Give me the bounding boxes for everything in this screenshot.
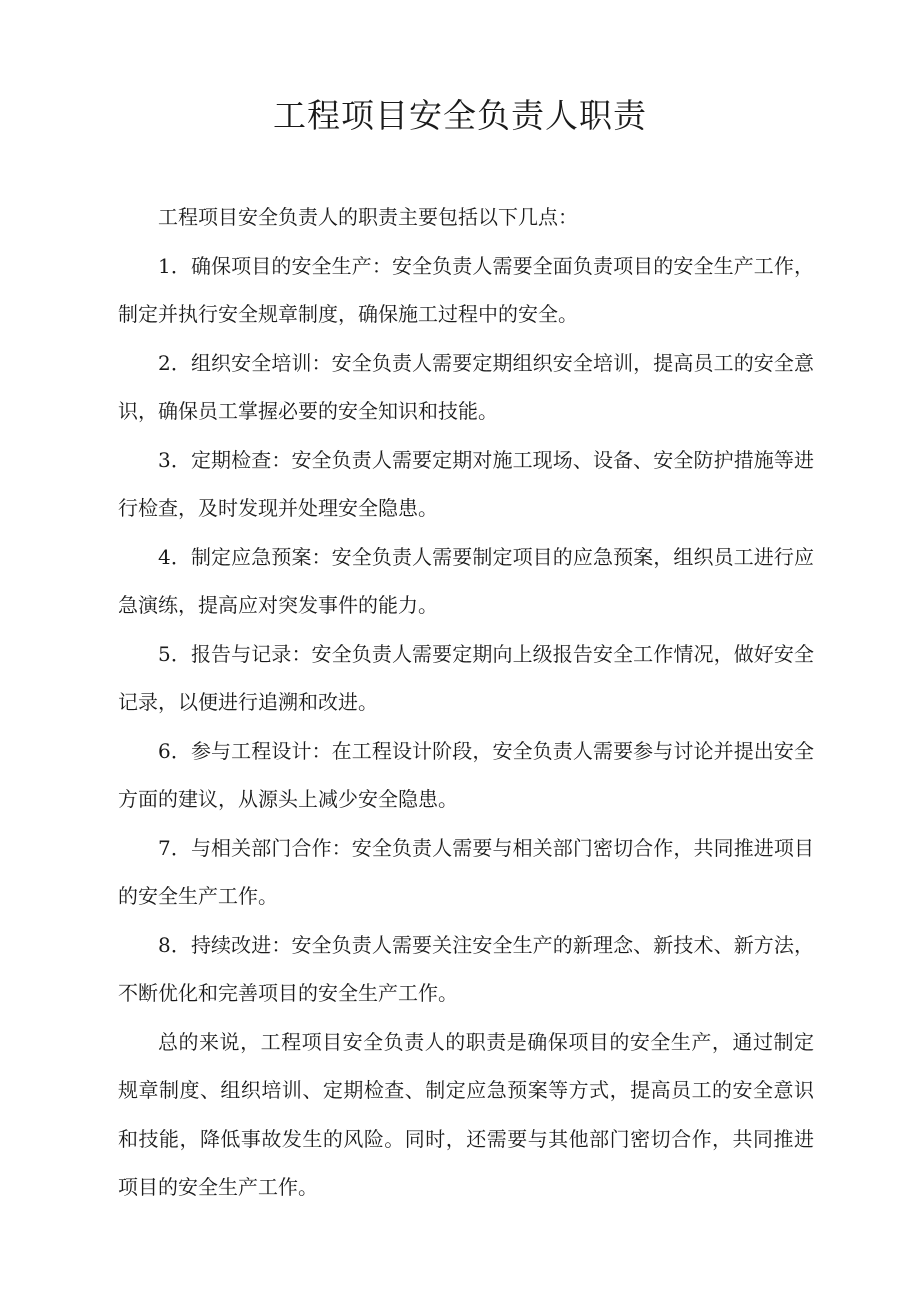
duty-item-1 <box>118 242 814 339</box>
duty-item-3 <box>118 436 814 533</box>
duty-number: 4 <box>158 544 171 569</box>
duty-item-5 <box>118 630 814 727</box>
duty-item-7 <box>118 824 814 921</box>
duty-item-4 <box>118 533 814 630</box>
duty-text: ．与相关部门合作：安全负责人需要与相关部门密切合作，共同推进项目的安全生产工作。 <box>118 835 814 908</box>
duty-number: 7 <box>158 835 171 860</box>
duty-item-6 <box>118 727 814 824</box>
duty-number: 8 <box>158 932 171 957</box>
conclusion-paragraph: 总的来说，工程项目安全负责人的职责是确保项目的安全生产，通过制定规章制度、组织培训、定期检查、制定应急预案等方式，提高员工的安全意识和技能，降低事故发生的风险。同时，还需要与其他部门密切合作，共同推进项目的安全生产工作。 <box>118 1029 814 1199</box>
document-title: 工程项目安全负责人职责 <box>273 96 647 135</box>
document-body <box>118 193 814 1212</box>
intro-paragraph: 工程项目安全负责人的职责主要包括以下几点： <box>158 205 578 229</box>
duty-text: ．参与工程设计：在工程设计阶段，安全负责人需要参与讨论并提出安全方面的建议，从源头上减少安全隐患。 <box>118 738 814 811</box>
duty-number: 1 <box>158 253 171 278</box>
duty-text: ．报告与记录：安全负责人需要定期向上级报告安全工作情况，做好安全记录，以便进行追溯和改进。 <box>118 641 814 714</box>
duty-text: ．组织安全培训：安全负责人需要定期组织安全培训，提高员工的安全意识，确保员工掌握必要的安全知识和技能。 <box>118 350 814 423</box>
duty-number: 5 <box>158 641 171 666</box>
duty-text: ．制定应急预案：安全负责人需要制定项目的应急预案，组织员工进行应急演练，提高应对突发事件的能力。 <box>118 544 814 617</box>
duty-item-8 <box>118 921 814 1018</box>
duty-text: ．持续改进：安全负责人需要关注安全生产的新理念、新技术、新方法，不断优化和完善项目的安全生产工作。 <box>118 932 814 1005</box>
duty-text: ．定期检查：安全负责人需要定期对施工现场、设备、安全防护措施等进行检查，及时发现并处理安全隐患。 <box>118 447 814 520</box>
duty-text: ．确保项目的安全生产：安全负责人需要全面负责项目的安全生产工作，制定并执行安全规章制度，确保施工过程中的安全。 <box>118 253 814 326</box>
duty-number: 2 <box>158 350 171 375</box>
duty-item-2 <box>118 339 814 436</box>
duty-number: 6 <box>158 738 171 763</box>
duty-number: 3 <box>158 447 171 472</box>
